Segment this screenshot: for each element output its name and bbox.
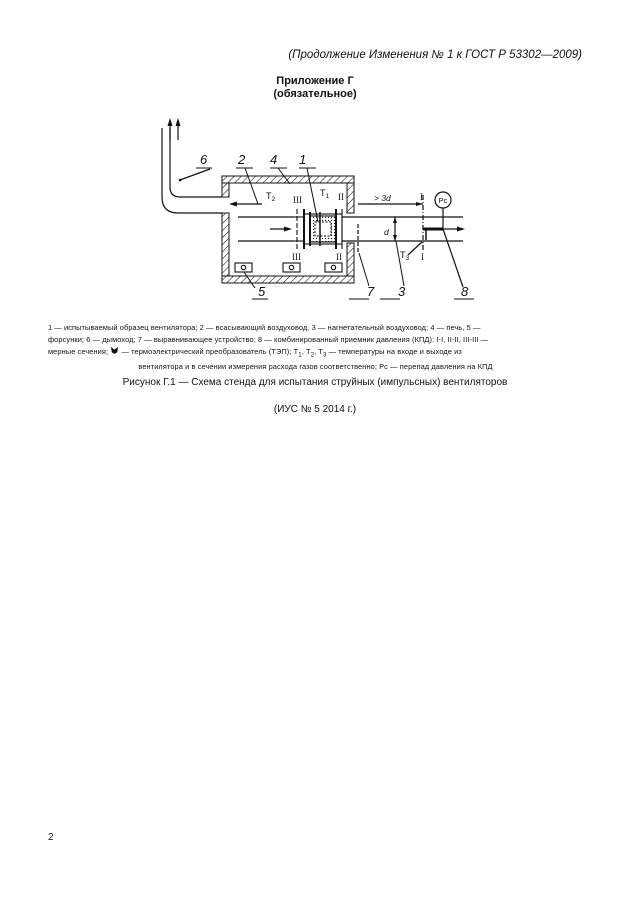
legend-line-1: 1 — испытываемый образец вентилятора; 2 — всасывающий воздуховод, 3 — нагнетательный воздуховод; 4 — печь, 5 — [48, 323, 481, 332]
label-5: 5 [258, 284, 266, 299]
figure-caption: Рисунок Г.1 — Схема стенда для испытания струйных (импульсных) вентиляторов [122, 377, 508, 388]
label-8: 8 [461, 284, 469, 299]
section-II-top: II [338, 192, 344, 202]
dimension-d: d [384, 227, 389, 237]
burners [235, 263, 342, 272]
label-t1: $T_1$ [320, 188, 330, 200]
label-t3: $T_3$ [400, 250, 410, 262]
ius-reference: (ИУС № 5 2014 г.) [273, 404, 357, 415]
suction-duct [238, 217, 294, 241]
section-III-bottom: III [292, 252, 301, 262]
tep-sensor-icon [110, 346, 119, 355]
test-stand-diagram [0, 0, 630, 310]
pressure-receiver [408, 192, 463, 287]
page-number: 2 [48, 832, 54, 843]
legend-line-2: форсунки; 6 — дымоход; 7 — выравнивающее устройство; 8 — комбинированный приемник давления (КПД): I-I, II-II, III-III — [48, 335, 489, 344]
header-note: (Продолжение Изменения № 1 к ГОСТ Р 53302—2009) [288, 49, 582, 61]
appendix-heading: Приложение Г [276, 75, 354, 87]
label-1: 1 [299, 152, 307, 167]
pc-label: Pc [438, 196, 448, 205]
appendix-subtitle: (обязательное) [273, 88, 357, 100]
section-I-top: I [420, 192, 423, 202]
label-7: 7 [367, 284, 375, 299]
label-t2: $T_2$ [266, 191, 276, 203]
label-4: 4 [270, 152, 278, 167]
section-II-bottom: II [336, 252, 342, 262]
section-III-top: III [293, 195, 302, 205]
fan-sample [294, 209, 342, 249]
label-2: 2 [238, 152, 246, 167]
dimension-3d: > 3d [374, 193, 391, 203]
label-3: 3 [398, 284, 406, 299]
chimney [162, 118, 262, 213]
figure-legend [48, 322, 583, 373]
section-I-bottom: I [421, 252, 424, 262]
label-6: 6 [200, 152, 208, 167]
legend-line-3: мерные сечения; — термоэлектрический преобразователь (ТЭП); $T_1$, $T_2$, $T_3$ — температуры на входе и выходе из [48, 347, 462, 359]
legend-line-4: вентилятора и в сечении измерения расхода газов соответственно; Pc — перепад давления на КПД [138, 362, 493, 372]
